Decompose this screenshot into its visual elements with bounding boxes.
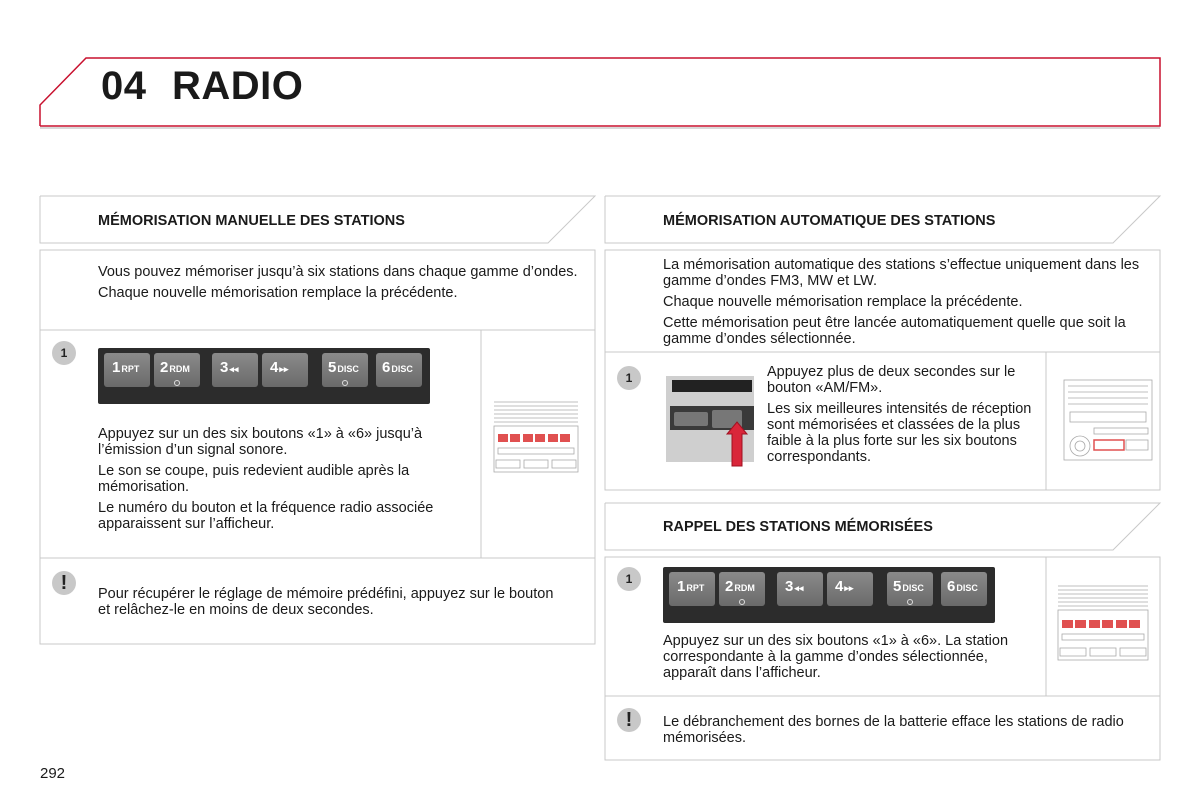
warning-badge: ! — [617, 708, 641, 732]
recall-warning-text: Le débranchement des bornes de la batterie efface les stations de radio mémorisées. — [663, 714, 1124, 746]
manual-step-text — [98, 426, 473, 537]
warning-badge: ! — [52, 571, 76, 595]
auto-intro-line: Chaque nouvelle mémorisation remplace la précédente. — [663, 294, 1023, 310]
step-badge: 1 — [617, 366, 641, 390]
radio-face-illustration — [1060, 378, 1156, 462]
radio-panel-illustration — [1054, 580, 1152, 664]
preset-button-2: 2RDM — [719, 572, 765, 606]
page-number: 292 — [40, 765, 66, 782]
step-badge: 1 — [52, 341, 76, 365]
am-fm-button-illustration — [666, 376, 754, 468]
preset-button-6: 6DISC — [941, 572, 987, 606]
preset-button-5: 5DISC — [322, 353, 368, 387]
preset-button-5: 5DISC — [887, 572, 933, 606]
preset-buttons-image — [98, 348, 430, 404]
section-title-auto: MÉMORISATION AUTOMATIQUE DES STATIONS — [663, 213, 996, 229]
preset-button-1: 1RPT — [104, 353, 150, 387]
preset-button-6: 6DISC — [376, 353, 422, 387]
auto-step-line: Appuyez plus de deux secondes sur le bouton «AM/FM». — [767, 364, 1016, 396]
section-title-manual: MÉMORISATION MANUELLE DES STATIONS — [98, 213, 405, 229]
manual-warning-text: Pour récupérer le réglage de mémoire prédéfini, appuyez sur le bouton et relâchez-le en moins de deux secondes. — [98, 586, 554, 618]
auto-intro-line: La mémorisation automatique des stations s’effectue uniquement dans les gamme d’ondes FM3, MW et LW. — [663, 257, 1140, 289]
section-title-recall: RAPPEL DES STATIONS MÉMORISÉES — [663, 519, 933, 535]
auto-step-line: Les six meilleures intensités de réception sont mémorisées et classées de la plus faible à la plus forte sur les six boutons correspondants. — [767, 401, 1032, 465]
manual-step-line: Le numéro du bouton et la fréquence radio associée apparaissent sur l’afficheur. — [98, 500, 434, 532]
manual-step-line: Le son se coupe, puis redevient audible après la mémorisation. — [98, 463, 410, 495]
auto-step-text — [767, 364, 1037, 470]
preset-button-3: 3◂◂ — [777, 572, 823, 606]
recall-step-text: Appuyez sur un des six boutons «1» à «6». La station correspondante à la gamme d’ondes sélectionnée, apparaît dans l’afficheur. — [663, 633, 1009, 681]
manual-step-line: Appuyez sur un des six boutons «1» à «6» jusqu’à l’émission d’un signal sonore. — [98, 426, 423, 458]
chapter-title: RADIO — [172, 64, 304, 108]
manual-intro — [98, 264, 578, 306]
preset-button-4: 4▸▸ — [262, 353, 308, 387]
preset-button-4: 4▸▸ — [827, 572, 873, 606]
preset-button-3: 3◂◂ — [212, 353, 258, 387]
radio-panel-illustration — [490, 396, 582, 476]
auto-intro-line: Cette mémorisation peut être lancée automatiquement quelle que soit la gamme d’ondes sélectionnée. — [663, 315, 1126, 347]
step-badge: 1 — [617, 567, 641, 591]
preset-button-2: 2RDM — [154, 353, 200, 387]
manual-intro-line: Vous pouvez mémoriser jusqu’à six stations dans chaque gamme d’ondes. — [98, 264, 578, 280]
preset-buttons-image — [663, 567, 995, 623]
auto-intro — [663, 257, 1148, 352]
preset-button-1: 1RPT — [669, 572, 715, 606]
chapter-number: 04 — [101, 64, 147, 108]
manual-intro-line: Chaque nouvelle mémorisation remplace la précédente. — [98, 285, 458, 301]
